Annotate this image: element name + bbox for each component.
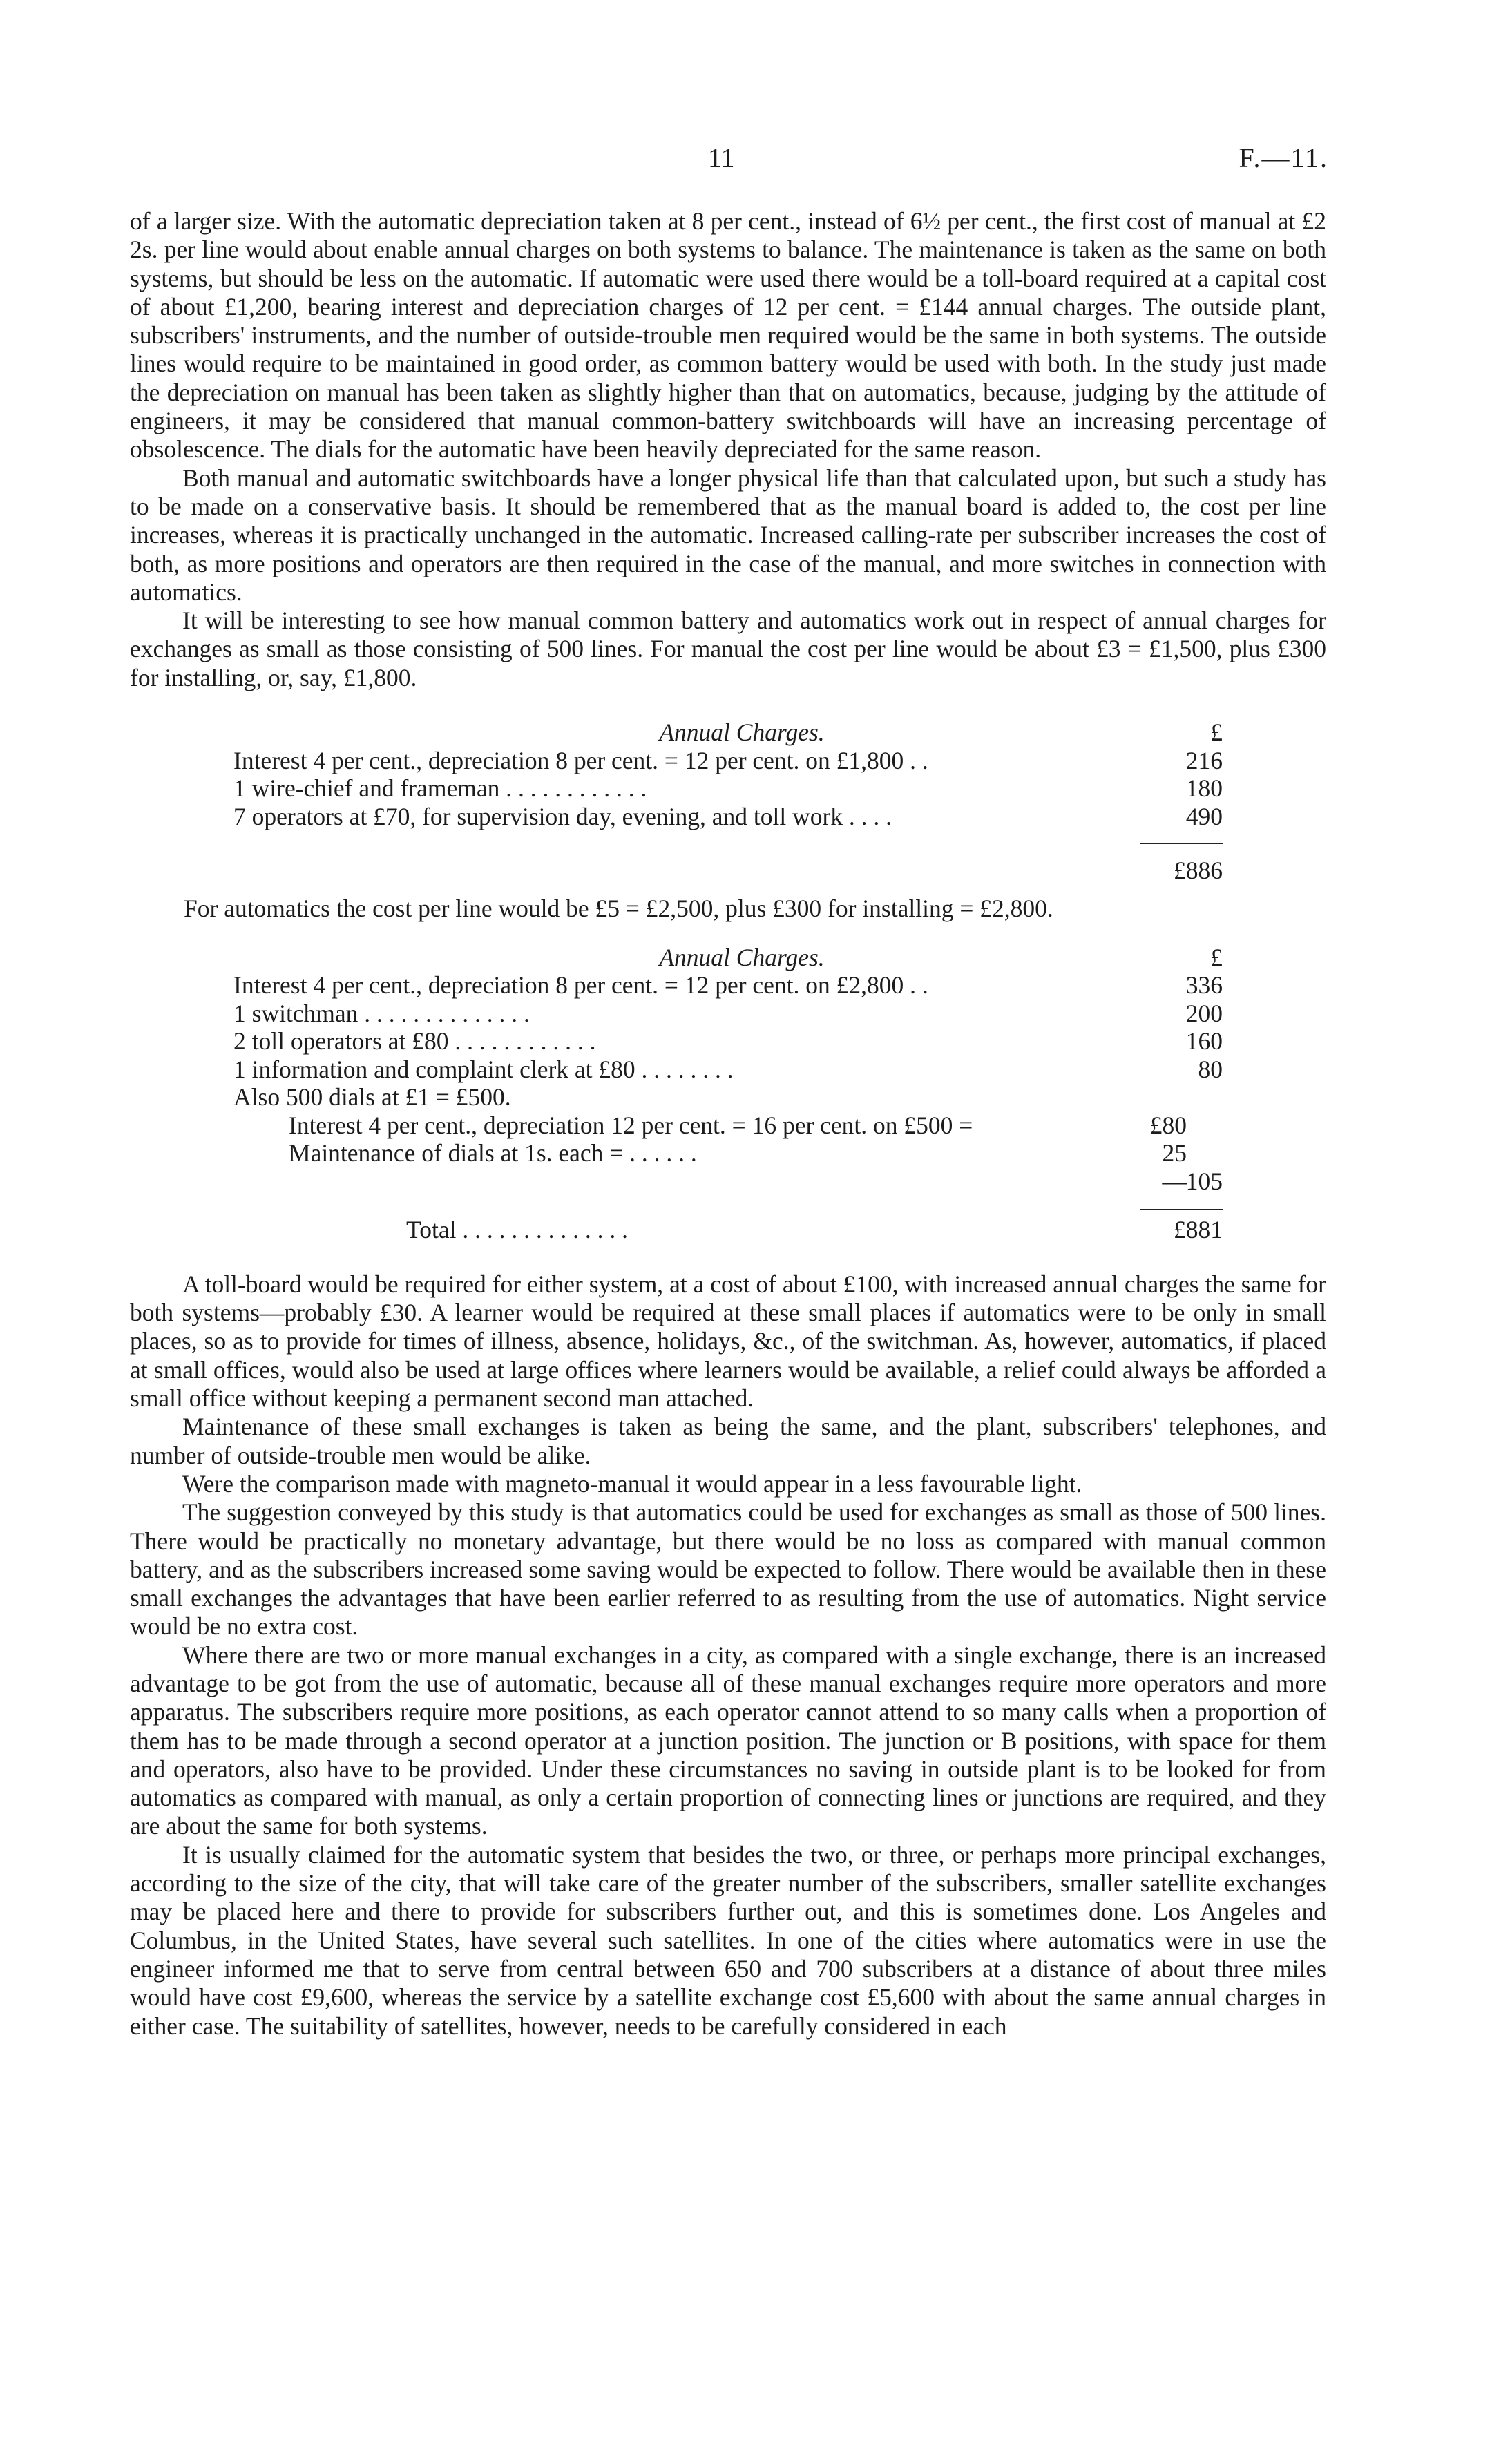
table-caption: Annual Charges. £	[659, 943, 1223, 971]
table-row: 1 information and complaint clerk at £80 . . . . . . . . 80	[233, 1055, 1223, 1083]
automatic-annual-charges-table	[130, 944, 1326, 1244]
paragraph: Both manual and automatic switchboards have a longer physical life than that calculated upon, but such a study has to be made on a conservative basis. It should be remembered that as the manual board is added to, the cost per line increases, whereas it is practically unchanged in the automatic. Increased calling-rate per subscriber increases the cost of both, as more positions and operators are then required in the case of the manual, and more switches in connection with automatics.	[130, 464, 1326, 606]
table-total: £881	[1174, 1216, 1223, 1244]
table-row: 1 switchman . . . . . . . . . . . . . . 200	[233, 999, 1223, 1027]
paragraph: Maintenance of these small exchanges is taken as being the same, and the plant, subscribers' telephones, and number of outside-trouble men would be alike.	[130, 1413, 1326, 1469]
table-divider-row	[130, 1195, 1326, 1212]
table-divider-row	[130, 830, 1326, 844]
table-row: Interest 4 per cent., depreciation 8 per cent. = 12 per cent. on £2,800 . . 336	[233, 971, 1223, 1000]
paragraph: Were the comparison made with magneto-manual it would appear in a less favourable light.	[182, 1469, 1082, 1498]
paragraph: of a larger size. With the automatic depreciation taken at 8 per cent., instead of 6½ per cent., the first cost of manual at £2 2s. per line would about enable annual charges on both systems to balance. The maintenance is taken as the same on both systems, but should be less on the automatic. If automatic were used there would be a toll-board required at a capital cost of about £1,200, bearing interest and depreciation charges of 12 per cent. = £144 annual charges. The outside plant, subscribers' instruments, and the number of outside-trouble men required would be the same in both systems. The outside lines would require to be maintained in good order, as common battery would be used with both. In the study just made the depreciation on manual has been taken as slightly higher than that on automatics, because, judging by the attitude of engineers, it may be considered that manual common-battery switchboards will have an increasing percentage of obsolescence. The dials for the automatic have been heavily depreciated for the same reason.	[130, 207, 1326, 464]
table-total: £886	[1174, 857, 1223, 885]
paragraph: Where there are two or more manual exchanges in a city, as compared with a single exchange, there is an increased advantage to be got from the use of automatic, because all of these manual exchanges require more operators and more apparatus. The subscribers require more positions, as each operator cannot attend to so many calls when a proportion of them has to be made through a second operator at a junction position. The junction or B positions, with space for them and operators, also have to be provided. Under these circumstances no saving in outside plant is to be looked for from automatics as compared with manual, as only a certain proportion of connecting lines or junctions are required, and they are about the same for both systems.	[130, 1641, 1326, 1840]
document-body	[130, 207, 1326, 2041]
paragraph: The suggestion conveyed by this study is that automatics could be used for exchanges as small as those of 500 lines. There would be practically no monetary advantage, but there would be no loss as compared with manual common battery, and as the subscribers increased some saving would be expected to follow. There would be available then in these small exchanges the advantages that have been earlier referred to as resulting from the use of automatics. Night service would be no extra cost.	[130, 1498, 1326, 1641]
table-row: 1 wire-chief and frameman . . . . . . . . . . . . 180	[233, 774, 1223, 803]
table-subrow: Interest 4 per cent., depreciation 12 per cent. = 16 per cent. on £500 = £80	[289, 1111, 1187, 1139]
table-caption: Annual Charges. £	[659, 718, 1223, 747]
sum-rule	[1140, 1209, 1223, 1210]
currency-heading: £	[1210, 943, 1223, 971]
manual-annual-charges-table	[130, 718, 1326, 885]
table-row: Also 500 dials at £1 = £500.	[233, 1083, 511, 1111]
table-row	[130, 1167, 1326, 1196]
dash: —	[1162, 1167, 1187, 1195]
page-header	[0, 142, 1501, 183]
paragraph: For automatics the cost per line would be £5 = £2,500, plus £300 for installing = £2,800.	[184, 894, 1053, 922]
table-subrow: Maintenance of dials at 1s. each = . . . . . . 25	[289, 1139, 1187, 1167]
table-total-row	[130, 857, 1326, 885]
page-number: 11	[708, 142, 735, 173]
sum-rule	[1140, 843, 1223, 844]
dials-subtotal: 105	[1185, 1167, 1223, 1195]
paragraph: It is usually claimed for the automatic system that besides the two, or three, or perhaps more principal exchanges, according to the size of the city, that will take care of the greater number of the subscribers, smaller satellite exchanges may be placed here and there to provide for subscribers further out, and this is sometimes done. Los Angeles and Columbus, in the United States, have several such satellites. In one of the cities where automatics were in use the engineer informed me that to serve from central between 650 and 700 subscribers at a distance of about three miles would have cost £9,600, whereas the service by a satellite exchange cost £5,600 with about the same annual charges in either case. The suitability of satellites, however, needs to be carefully considered in each	[130, 1840, 1326, 2040]
table-row: Interest 4 per cent., depreciation 8 per cent. = 12 per cent. on £1,800 . . 216	[233, 746, 1223, 774]
document-reference: F.—11.	[1239, 142, 1328, 173]
table-row: 2 toll operators at £80 . . . . . . . . . . . . 160	[233, 1027, 1223, 1056]
table-total-row: Total . . . . . . . . . . . . . . £881	[406, 1216, 1223, 1244]
table-row: 7 operators at £70, for supervision day, evening, and toll work . . . . 490	[233, 802, 1223, 830]
currency-heading: £	[1210, 718, 1223, 747]
paragraph: It will be interesting to see how manual common battery and automatics work out in respect of annual charges for exchanges as small as those consisting of 500 lines. For manual the cost per line would be about £3 = £1,500, plus £300 for installing, or, say, £1,800.	[130, 607, 1326, 691]
paragraph: A toll-board would be required for either system, at a cost of about £100, with increased annual charges the same for both systems—probably £30. A learner would be required at these small places if automatics were to be only in small places, so as to provide for times of illness, absence, holidays, &c., of the switchman. As, however, automatics, if placed at small offices, would also be used at large offices where learners would be available, a relief could always be afforded a small office without keeping a permanent second man attached.	[130, 1270, 1326, 1413]
